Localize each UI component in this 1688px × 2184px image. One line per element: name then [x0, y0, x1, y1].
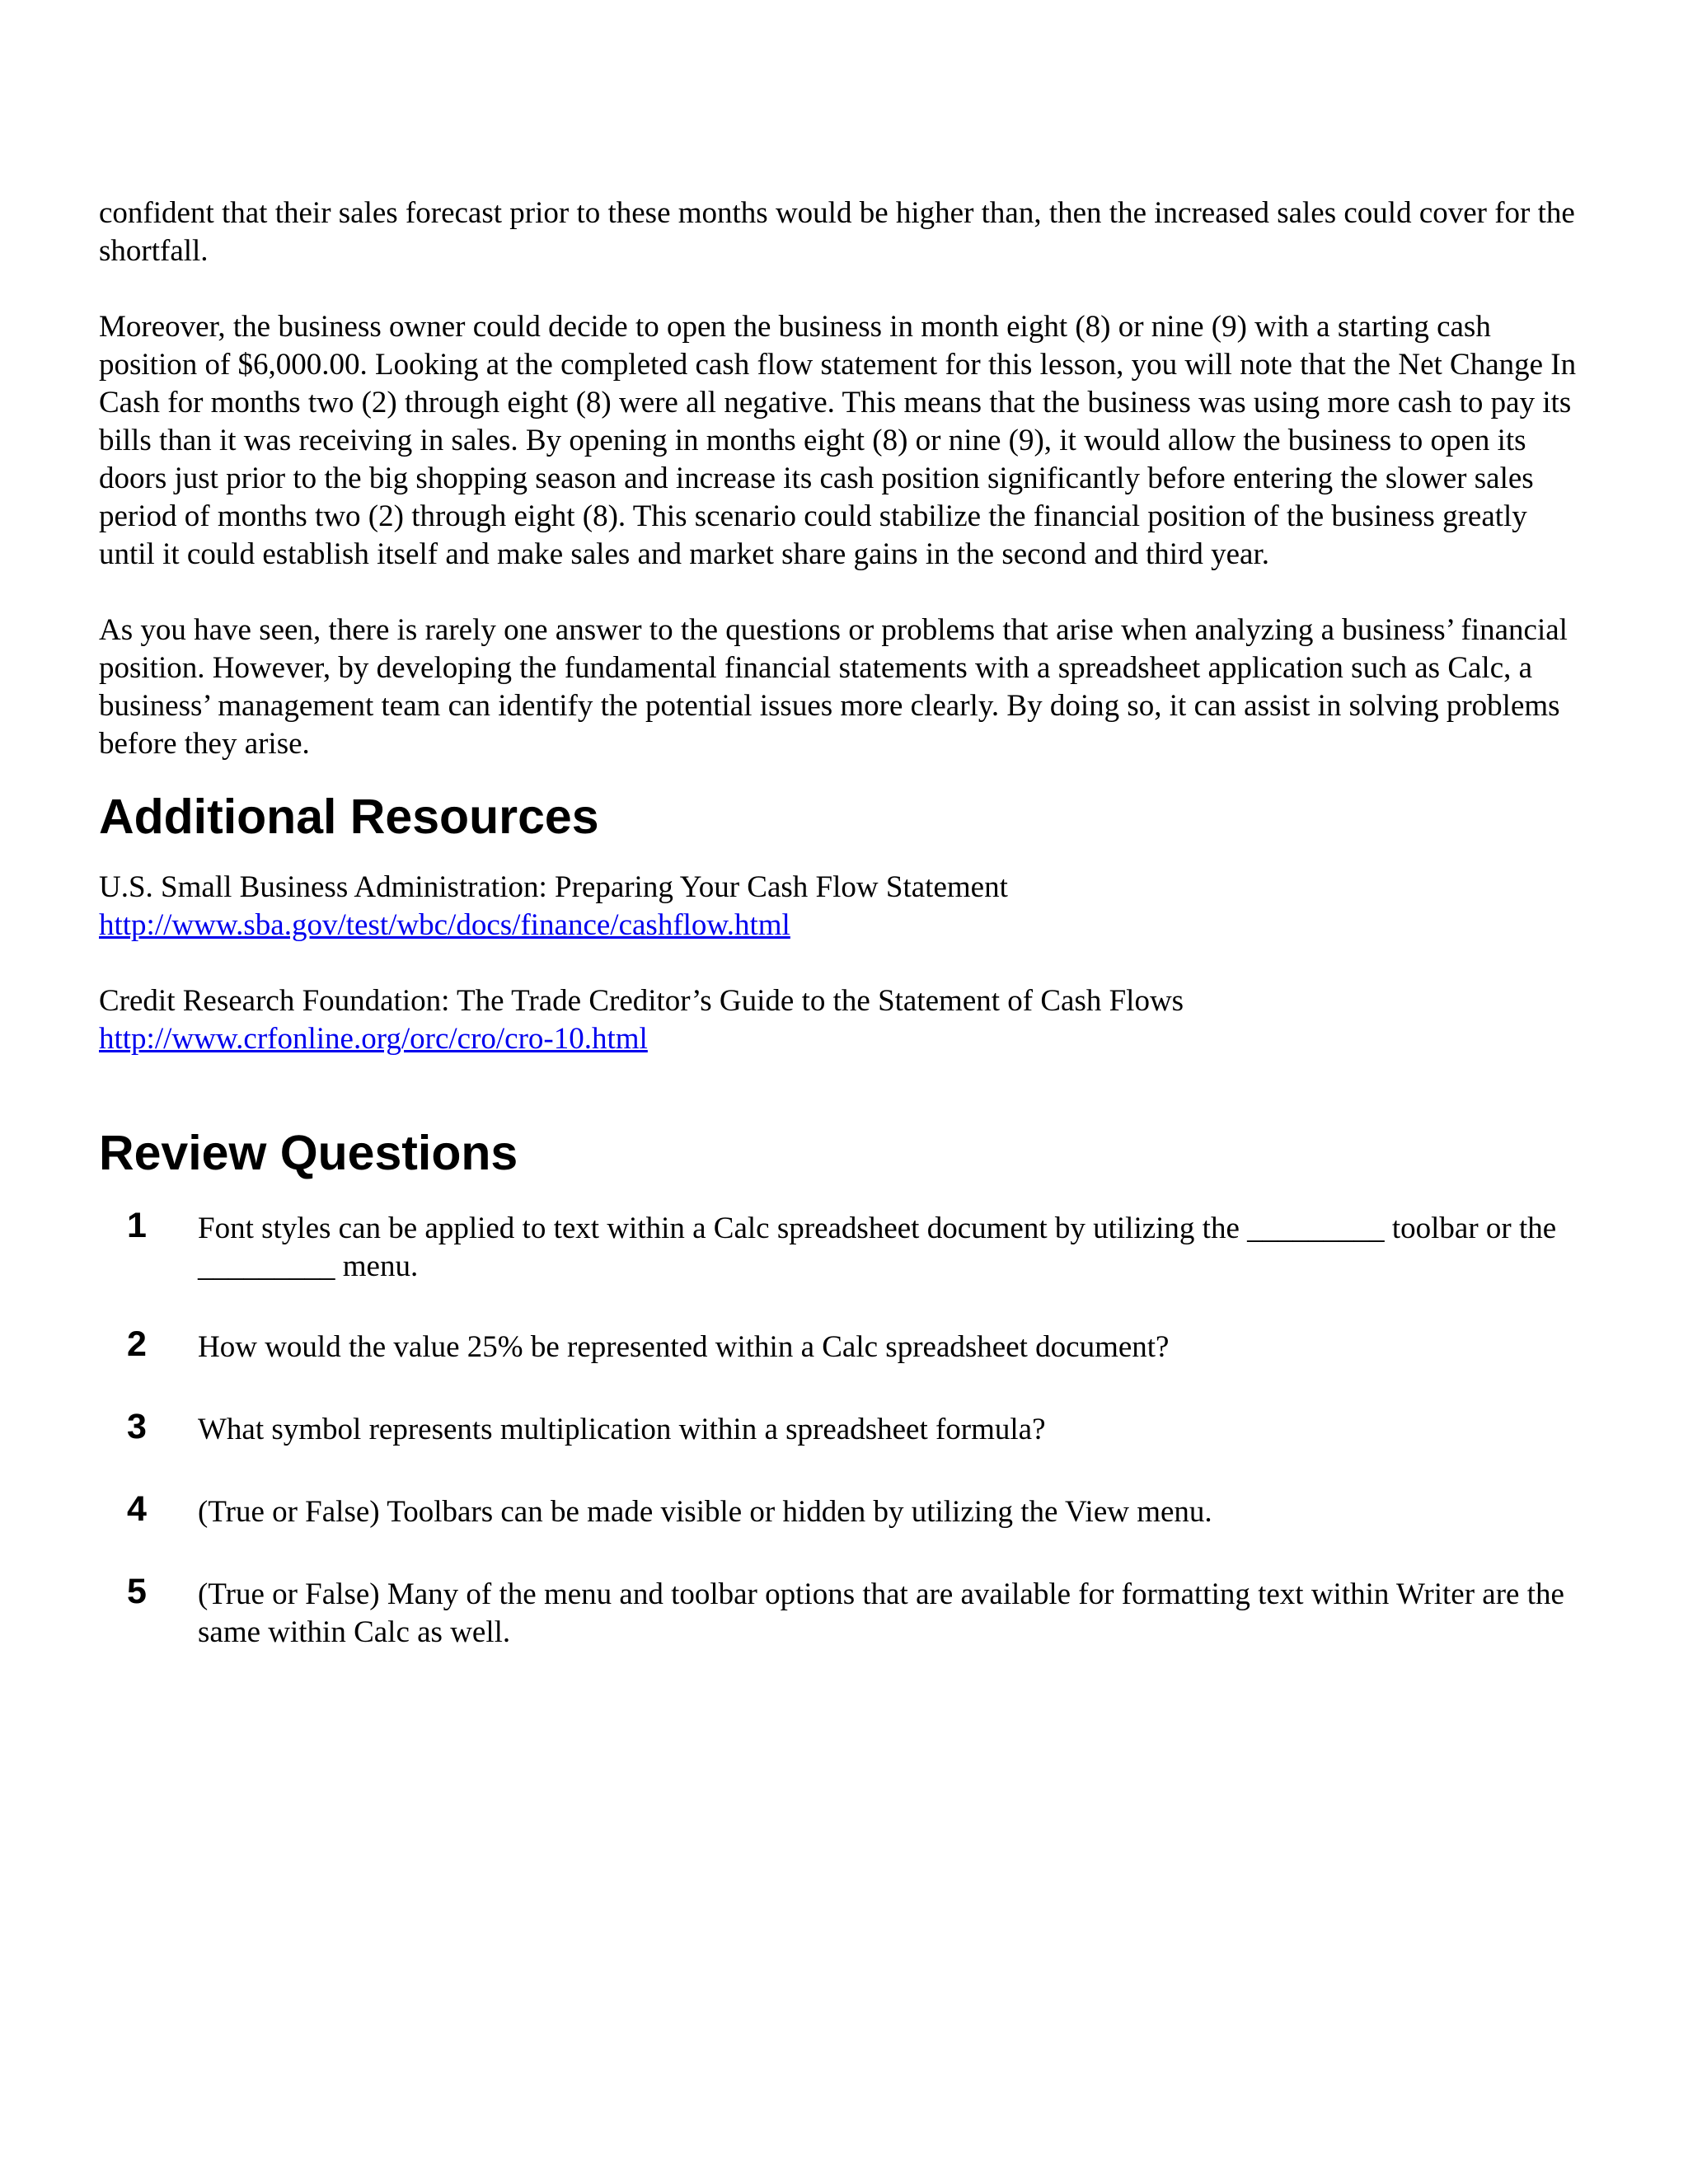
body-paragraph: confident that their sales forecast prior to these months would be higher than, then the increased sales could cover for the shortfall.	[99, 196, 1575, 268]
review-question-list	[99, 1206, 1582, 1652]
review-question	[99, 1572, 1582, 1652]
review-question	[99, 1407, 1582, 1449]
resource-item	[99, 982, 1582, 1058]
resource-link[interactable]: http://www.sba.gov/test/wbc/docs/finance/cashflow.html	[99, 908, 790, 942]
review-question	[99, 1324, 1582, 1366]
resource-link[interactable]: http://www.crfonline.org/orc/cro/cro-10.html	[99, 1022, 648, 1056]
question-text: (True or False) Many of the menu and toolbar options that are available for formatting text within Writer are the same within Calc as well.	[198, 1577, 1564, 1649]
question-text: (True or False) Toolbars can be made visible or hidden by utilizing the View menu.	[198, 1495, 1212, 1529]
review-question	[99, 1489, 1582, 1531]
question-number: 1	[127, 1206, 147, 1245]
question-text: Font styles can be applied to text within a Calc spreadsheet document by utilizing the _________ toolbar or the _________ menu.	[198, 1212, 1557, 1283]
question-number: 5	[127, 1572, 147, 1611]
resource-title: U.S. Small Business Administration: Preparing Your Cash Flow Statement	[99, 870, 1008, 904]
section-heading-review-questions: Review Questions	[99, 1126, 518, 1180]
review-question	[99, 1206, 1582, 1286]
question-text: What symbol represents multiplication within a spreadsheet formula?	[198, 1413, 1046, 1446]
question-text: How would the value 25% be represented within a Calc spreadsheet document?	[198, 1330, 1170, 1364]
body-paragraph: Moreover, the business owner could decide to open the business in month eight (8) or nine (9) with a starting cash position of $6,000.00. Looking at the completed cash flow statement for this lesson, you will note that the Net Change In Cash for months two (2) through eight (8) were all negative. This means that the business was using more cash to pay its bills than it was receiving in sales. By opening in months eight (8) or nine (9), it would allow the business to open its doors just prior to the big shopping season and increase its cash position significantly before entering the slower sales period of months two (2) through eight (8). This scenario could stabilize the financial position of the business greatly until it could establish itself and make sales and market share gains in the second and third year.	[99, 310, 1577, 571]
resource-item	[99, 869, 1582, 944]
question-number: 4	[127, 1489, 147, 1529]
document-page	[99, 194, 1582, 1652]
resource-title: Credit Research Foundation: The Trade Creditor’s Guide to the Statement of Cash Flows	[99, 984, 1184, 1018]
question-number: 2	[127, 1324, 147, 1364]
body-paragraph: As you have seen, there is rarely one answer to the questions or problems that arise when analyzing a business’ financial position. However, by developing the fundamental financial statements with a spreadsheet application such as Calc, a business’ management team can identify the potential issues more clearly. By doing so, it can assist in solving problems before they arise.	[99, 613, 1568, 761]
section-heading-additional-resources: Additional Resources	[99, 790, 599, 844]
question-number: 3	[127, 1407, 147, 1446]
